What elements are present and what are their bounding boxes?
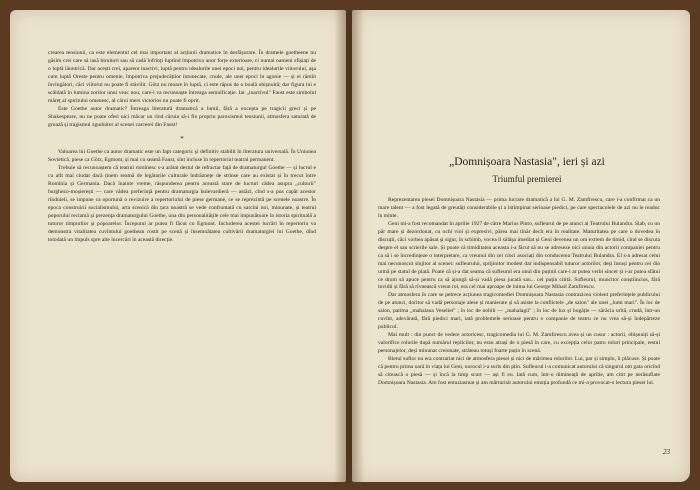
left-page (10, 10, 346, 482)
paragraph: Reprezentarea piesei Domnișoara Nastasia — prima lucrare dramatică a lui G. M. Zamfirescu, care i-a confirmat ca un mare talent — a fost legată de greutăți considerabile și a întîmpinat serioase piedici, pe care spectacolele de azi nu le readuc în minte. (378, 197, 660, 219)
page-number: 23 (663, 448, 670, 456)
paragraph: Este Goethe autor dramatic? Întreaga literatură dramatică a lumii, fără a excepta pe tragicii greci și pe Shakespeare, nu ne poate oferi nici măcar un rînd căruia să-i fie propriu paroxismul tensiunii, atmosfera saturată de groază și tragismul zguduitor al scenei carcerei din Faust! (48, 105, 316, 128)
article-subtitle: Triumful premierei (492, 174, 562, 184)
paragraph: crearea tensiunii, ca este elementul cel mai important al acțiunii dramatice în desfășurare. În dramele goetheene nu găsim crei care să iasă biruitori sau să cadă înfrînți luptînd împotriva unor forțe exterioare, ci numai oameni sfîșiați de o luptă lăuntrică. Dar acești crei, aparent inactivi, luptă pentru idealurile unei epoci noi, pentru idealurile viitorului, aşa cum luptă Oreste pentru omenie, împotriva prejudecăților întunecate, crude, ale unei epoci în agonie — și ei rămîn învingători, căci viitorul nu poate fi stăvilit. Götz nu moare în luptă, ci este răpus de o boală obișnuită; dar figura lui e scăldată în lumina zorilor unui veac nou, care-i va recunoaște întreaga semnificație. Iar „inactivul" Faust este simbolul măreț al spiritului omenesc, al cărui mers victorios nu poate fi oprit. (48, 50, 316, 104)
right-page (352, 10, 690, 482)
article-title: „Domnișoara Nastasia", ieri și azi (449, 156, 605, 168)
paragraph: Geni mi-a fost recomandat în aprilie 1927 de către Marius Pinto, sufleurul de pe atunci al Teatrului Bulandra. Slab, cu un păr mare și dezordonat, cu ochi vioi și expresivi, părea mai tînăr decît era în realitate. Maturitatea pe care o dovedea în discuții, căci vorbea apăsat și sigur, în schimb, vocea îi sălășa imediat și Geni devenea un om extrem de timid, cînd se discuta despre el sau scrierile sale. Și poate că timiditatea aceasta i-a făcut să nu se adreseze nici unuia din actorii companiei pentru ca să i se încredințeze o interpretare, ca vreunul din cei cinci asociați din conducerea Teatrului Bulandra. El s-a adresat celui mai necunoscut slujitor al scenei: sufleurului, sprijinitor modest dar indispensabil tuturor actorilor, deși însuși pentru cei din urmă pe statul de plată. Poate că și-a dat seama că sufleurul era unul din puținii care-i ar putea verbi sincer și i-ar putea sfătui ce drum să apuce pentru ca să ajungă să-și vadă piesa jucată sau... cel puțin citită. Sufleurul, muncitor conștiincios, fără invidii și fără să rîvnească vreun rol, era cel mai aproape de inima lui George Mihail Zamfirescu. (378, 220, 660, 291)
paragraph: Dar atmosfera în care se petrece acțiunea tragicomediei Domnișoara Nastasia contrazicea violent preferințele publicului de pe atunci, doritor să vadă personaje alese și manierate și să asiste la conflictele „de salon" ale unei „lumi mari". În loc de salon, patima „mahalaua Veseliei" ; în loc de nobili — „mahalagii" ; în loc de lux și bogăție — sărăcia urîtă, crudă, într-un cuvînt, adevărată, fără piedici mari, iată problemele serioase pentru o companie de teatru ce nu vrea să-și îndepărteze publicul. (378, 292, 660, 331)
paragraph: Trebuie să recunoaștem că teatrul romînesc s-a arătat destul de refractar față de dramaturgul Goethe — și lucrul e cu atît mai ciudat dacă ținem seamă de legăturile culturale îndrăznețe de strînse care au existat și în trecut între Romînia și Germania. Dacă înainte vreme, răspunderea pentru această stare de lucruri cădea asupra „culturii" burghezo-moșierești — care vădea preferință pentru dramaturgia bulevardieră — astăzi, cînd s-a pus capăt acestor rînduieli, se impune ca oportună o revizuire a repertoriului de piese germane, ce se reprezintă pe scenele noastre. În epoca construirii socialismului, arta scenică din țara noastră se vede confruntată cu sarcini noi, minunate, și teatrul poporului reclamă și prezența dramaturgului Goethe, una din personalitățile cele mai impunătoare în istoria spirituală a tuturor timpurilor și popoarelor. Începutul ar putea fi făcut cu Egmont. Includerea acestei lucrări în repertoriu va demonstra vitalitatea cuvîntului goethean rostit pe scenă și însemnătatea cultivării dramaturgiei lui Goethe, dînd totodată un impuls spre alte încercări în această direcție. (48, 165, 316, 243)
section-separator: * (180, 134, 184, 143)
left-text-column (48, 50, 316, 245)
right-text-column (378, 197, 660, 388)
paragraph: Valoarea lui Goethe ca autor dramatic este un fapt categoric și definitiv stabilit în literatura universală. În Uniunea Sovietică, piese ca Götz, Egmont, și mai cu seamă Faust, sînt incluse în repertoriul teatral permanent. (48, 149, 316, 164)
paragraph: Bietul suflor nu era contrariat nici de atmosfera piesei și nici de mărimea rolurilor. Lui, par și simplu, îi plăcuse. Și poate că pentru prima oară în viața lui Geni, norocul i-a surîs din plin. Sufleurul i-a comunicat autorului că singurul om gata oricînd să citească o piesă — și încă la timp scurt — ași fi eu. Iată cum, într-o dimineață de aprilie, am citit pe nerăsuflate Domnișoara Nastasia. Am fost entuziasmat și am mărturisit autorului emoția profundă ce mi-a provocat-o lectura piesei lui. (378, 356, 660, 386)
paragraph: Mai mult : din punct de vedere actoricesc, tragicomedia lui G. M. Zamfirescu avea și un cusur : actorii, obișnuiți să-și valorifice rolurile după numărul replicilor, nu erau atrași de o piesă în care, cu excepția celor patru roluri principale, restul personajelor, deși minunat creionate, străteau totuși foarte puțin în scenă. (378, 332, 660, 355)
book-gutter (334, 10, 364, 482)
